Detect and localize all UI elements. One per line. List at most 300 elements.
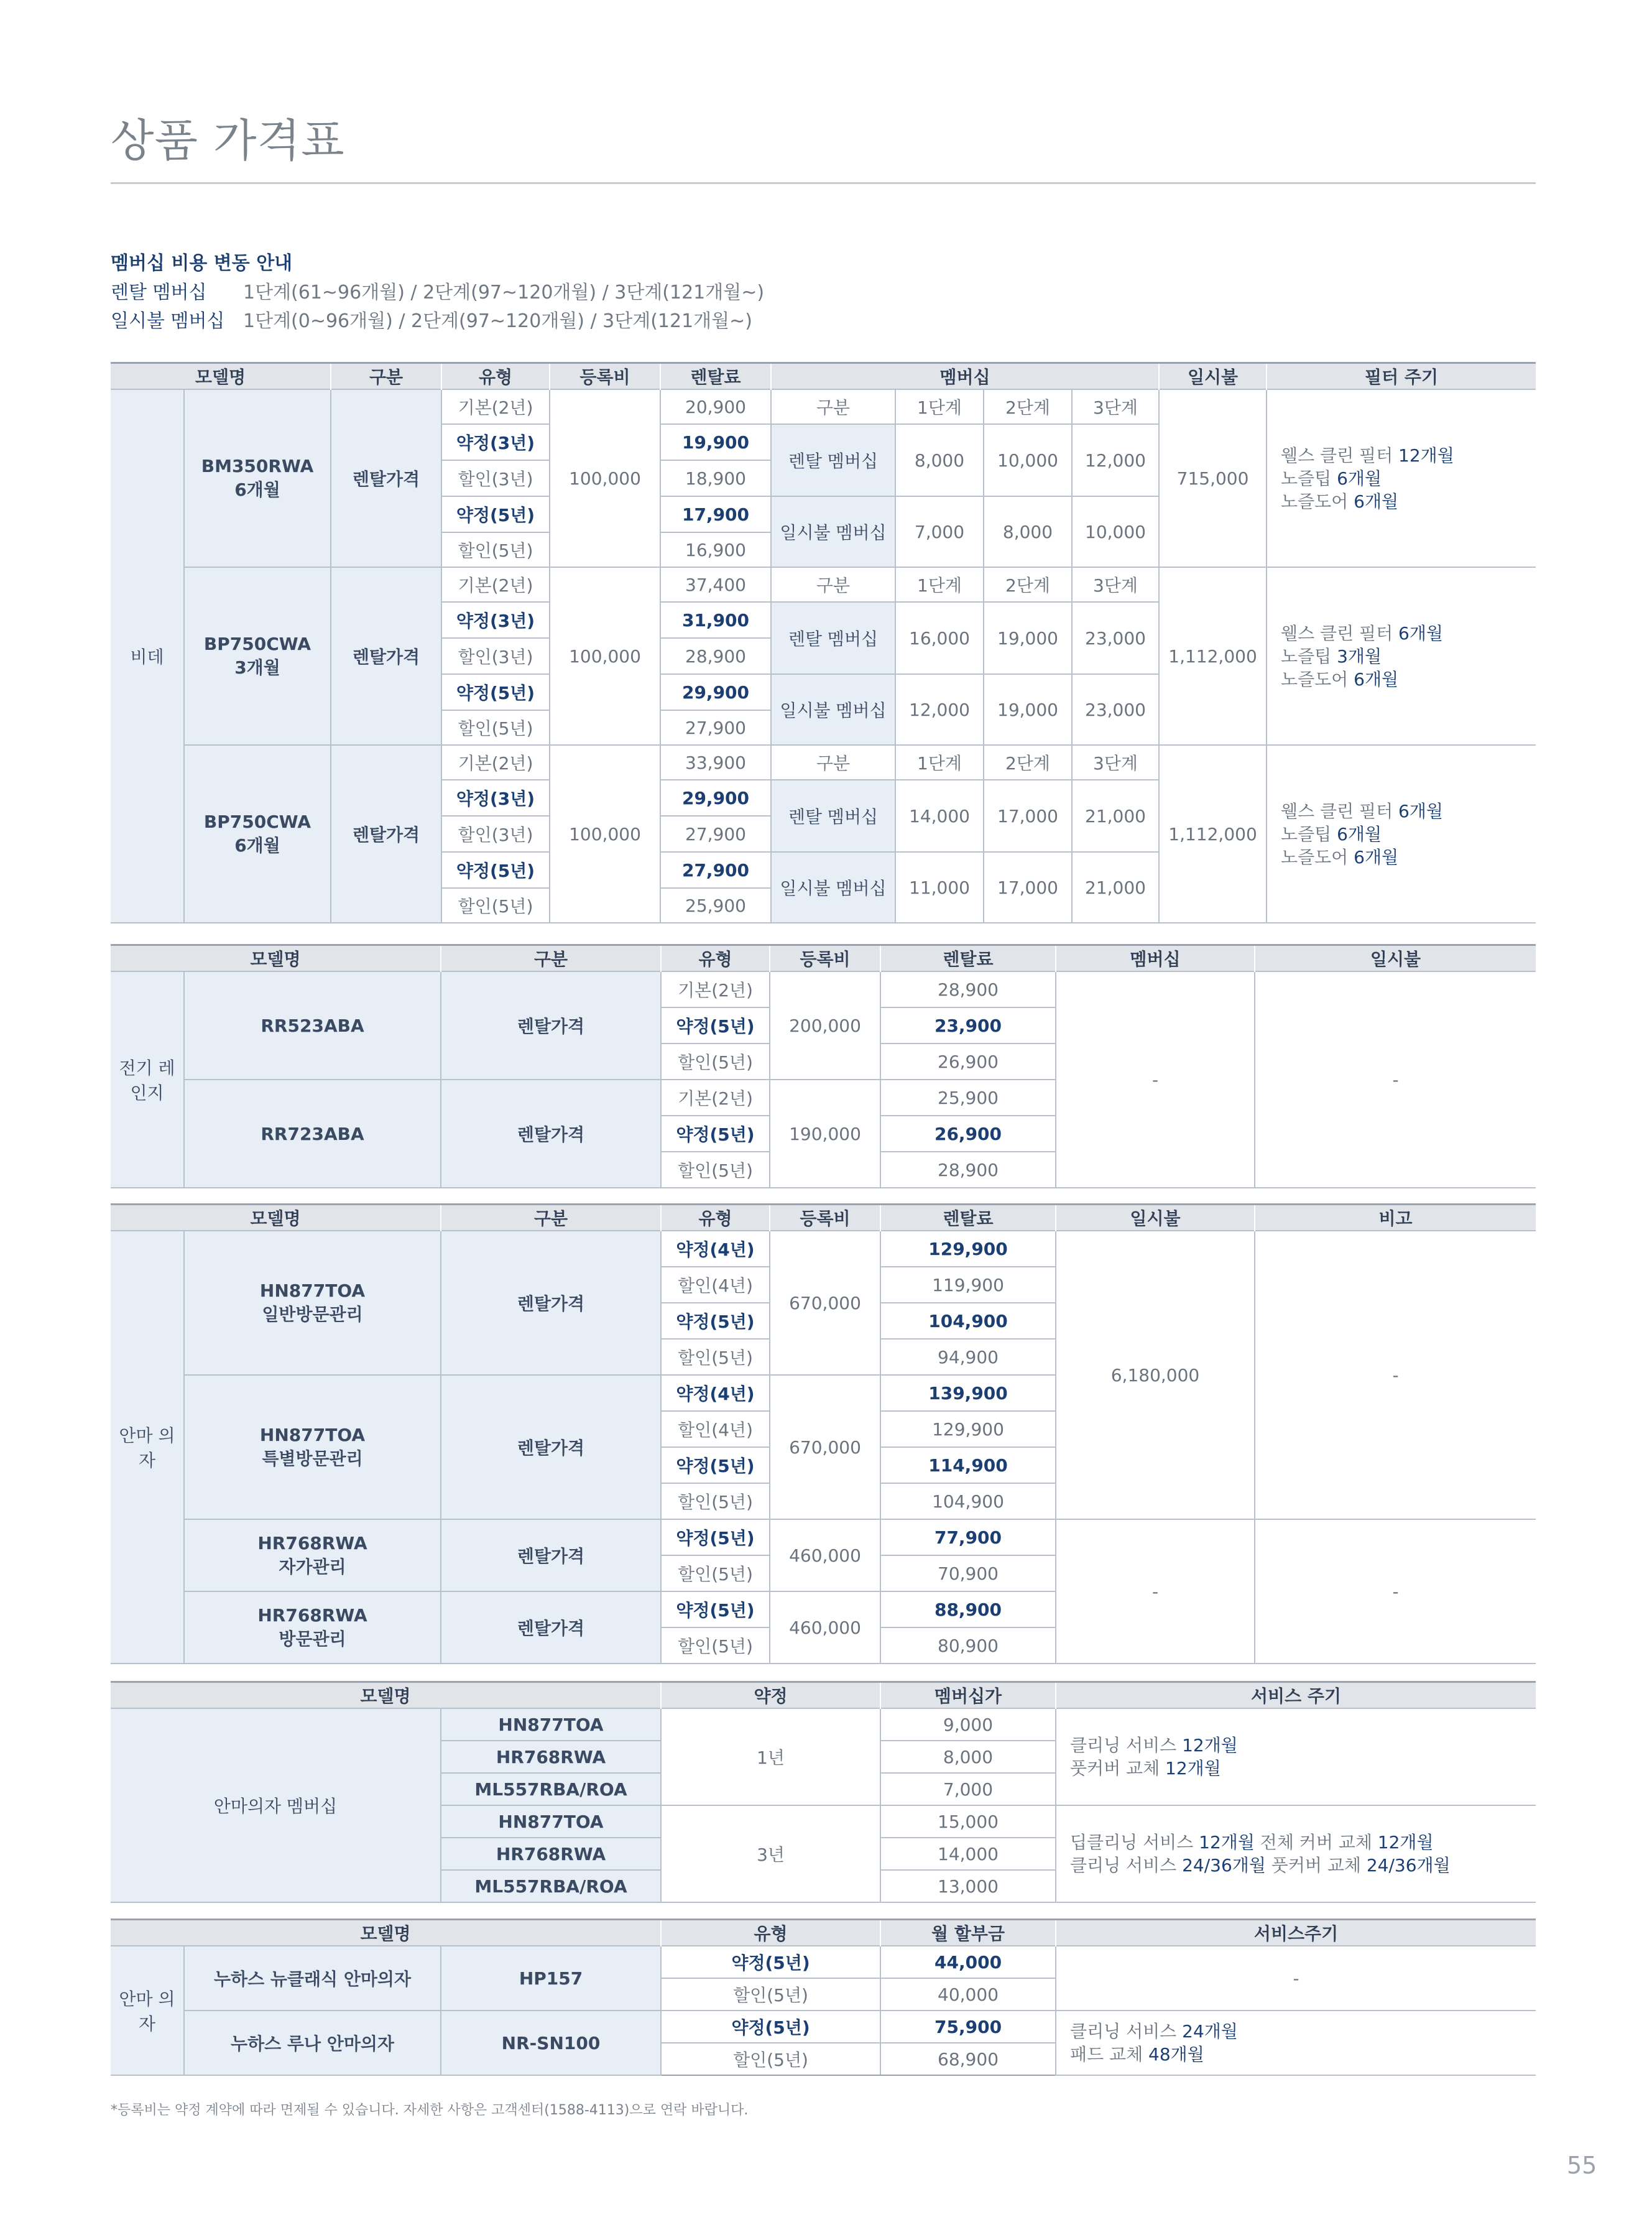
rental-membership-price — [1072, 780, 1159, 852]
installment-cell — [880, 1946, 1056, 1978]
kind-cell — [331, 745, 441, 923]
column-header: 모델명 — [111, 1920, 661, 1946]
massage-chair-price-table — [111, 1203, 1536, 1664]
price-cell — [660, 780, 771, 816]
rental-membership-price — [984, 424, 1072, 496]
onetime-membership-price — [895, 674, 984, 745]
onetime-membership-label-text: 일시불 멤버십 — [780, 700, 887, 721]
installment-cell — [880, 2043, 1056, 2075]
header-row — [111, 363, 1536, 390]
note-cell — [1255, 1519, 1536, 1664]
service-text: 풋커버 교체 — [1265, 1855, 1367, 1876]
service-period: 24개월 — [1182, 2021, 1238, 2042]
service-period: 24/36개월 — [1182, 1855, 1266, 1876]
type-cell — [441, 389, 550, 424]
price-cell-text: 25,900 — [685, 895, 746, 916]
rental-membership-price — [895, 780, 984, 852]
rental-membership-label — [771, 780, 895, 852]
filter-item-text: 노즐팁 — [1281, 646, 1337, 667]
type-cell-text: 약정(5년) — [676, 1312, 755, 1332]
onetime-membership-label — [771, 852, 895, 923]
type-cell-text: 약정(4년) — [676, 1239, 755, 1260]
type-cell — [661, 1375, 770, 1411]
category-cell-text: 비데 — [130, 647, 164, 667]
filter-item-period: 6개월 — [1398, 622, 1443, 644]
model-cell — [441, 2011, 661, 2075]
kind-cell-text: 렌탈가격 — [517, 1124, 585, 1145]
stage-label — [984, 389, 1072, 424]
service-text: 클리닝 서비스 — [1070, 1735, 1183, 1756]
column-header: 유형 — [661, 945, 770, 972]
kind-cell-text: 렌탈가격 — [517, 1294, 585, 1314]
note-cell-text: - — [1392, 1364, 1399, 1386]
price-cell — [660, 567, 771, 602]
product-name-cell — [184, 1946, 441, 2011]
column-header: 모델명 — [111, 1205, 441, 1231]
type-cell-text: 할인(3년) — [458, 825, 533, 845]
service-text: - — [1293, 1968, 1299, 1989]
onetime-membership-label-text: 일시불 멤버십 — [780, 522, 887, 543]
type-cell-text: 할인(3년) — [458, 469, 533, 489]
notice-heading: 멤버십 비용 변동 안내 — [111, 252, 293, 274]
stage-label — [1072, 745, 1159, 780]
stage-label — [1072, 389, 1159, 424]
header-row — [111, 945, 1536, 972]
type-cell — [661, 1411, 770, 1447]
type-cell-text: 약정(3년) — [456, 611, 535, 631]
column-header: 렌탈료 — [880, 945, 1056, 972]
rental-membership-price — [1072, 602, 1159, 674]
type-cell-text: 약정(5년) — [676, 1528, 755, 1548]
rental-membership-price — [984, 780, 1072, 852]
price-cell-text: 80,900 — [938, 1635, 999, 1656]
type-cell-text: 약정(5년) — [731, 2017, 810, 2038]
fee-cell — [770, 971, 880, 1080]
kind-cell-text: 렌탈가격 — [517, 1618, 585, 1639]
model-cell — [184, 1591, 441, 1664]
type-cell — [661, 1152, 770, 1188]
lump-sum-cell-text: - — [1392, 1069, 1399, 1090]
onetime-membership-price — [984, 496, 1072, 567]
table-row — [111, 567, 1536, 602]
category-cell — [111, 389, 184, 923]
category-cell — [111, 971, 184, 1188]
type-cell — [661, 2043, 880, 2075]
column-header: 약정 — [661, 1682, 880, 1709]
notice-onetime-line — [111, 307, 764, 336]
price-cell-text: 28,900 — [938, 1159, 999, 1180]
rental-membership-price-text: 19,000 — [997, 627, 1058, 649]
price-cell — [660, 602, 771, 638]
fee-cell-text: 200,000 — [789, 1015, 861, 1036]
rental-membership-price-text: 10,000 — [997, 450, 1058, 471]
type-cell — [441, 638, 550, 674]
price-cell-text: 27,900 — [685, 823, 746, 845]
membership-price-cell — [880, 1870, 1056, 1902]
type-cell — [441, 424, 550, 460]
filter-item-text: 웰스 클린 필터 — [1281, 622, 1399, 644]
model-cell-text: HN877TOA — [498, 1811, 604, 1832]
type-cell — [441, 816, 550, 852]
rental-membership-price-text: 14,000 — [909, 805, 970, 826]
price-cell-text: 29,900 — [681, 787, 750, 808]
price-cell — [660, 888, 771, 923]
column-header: 구분 — [331, 363, 441, 390]
fee-cell-text: 670,000 — [789, 1437, 861, 1458]
price-cell — [880, 1116, 1056, 1152]
rental-membership-label-text: 렌탈 멤버십 — [788, 451, 879, 471]
type-cell — [661, 2011, 880, 2043]
column-header: 모델명 — [111, 1682, 661, 1709]
type-cell — [661, 1231, 770, 1267]
model-cell-text: HP157 — [519, 1968, 583, 1989]
price-cell — [880, 1519, 1056, 1555]
type-cell-text: 약정(5년) — [731, 1953, 810, 1973]
price-cell — [880, 1044, 1056, 1080]
model-cell-line2: 6개월 — [234, 479, 280, 500]
rental-membership-price — [895, 602, 984, 674]
column-header: 구분 — [441, 945, 661, 972]
kind-cell-text: 렌탈가격 — [517, 1546, 585, 1567]
price-cell-text: 104,900 — [928, 1310, 1008, 1331]
rental-membership-price-text: 17,000 — [997, 805, 1058, 826]
price-cell — [880, 1267, 1056, 1303]
fee-cell-text: 460,000 — [789, 1545, 861, 1566]
model-cell — [184, 389, 331, 567]
onetime-membership-price-text: 12,000 — [909, 699, 970, 720]
header-row — [111, 1205, 1536, 1231]
kind-cell — [441, 971, 661, 1080]
price-cell-text: 94,900 — [938, 1346, 999, 1368]
onetime-membership-price-text: 11,000 — [909, 877, 970, 898]
stage-label-text: 2단계 — [1005, 753, 1050, 774]
notice-rental-label: 렌탈 멤버십 — [111, 282, 207, 303]
stage-label — [1072, 567, 1159, 602]
type-cell-text: 약정(4년) — [676, 1384, 755, 1404]
model-cell-line2: 6개월 — [234, 835, 280, 856]
service-cycle-cell — [1056, 1708, 1536, 1805]
table-row — [111, 1519, 1536, 1555]
price-cell — [660, 852, 771, 888]
stage-label — [895, 567, 984, 602]
model-cell-text: ML557RBA/ROA — [474, 1876, 627, 1897]
membership-price-cell — [880, 1838, 1056, 1870]
service-text: 클리닝 서비스 — [1070, 2021, 1183, 2042]
price-cell-text: 18,900 — [685, 468, 746, 489]
membership-price-cell-text: 14,000 — [938, 1843, 999, 1864]
kind-cell — [441, 1519, 661, 1591]
type-cell-text: 할인(5년) — [678, 1160, 753, 1181]
price-cell-text: 19,900 — [681, 432, 750, 453]
product-name-cell — [184, 2011, 441, 2075]
fee-cell — [550, 389, 660, 567]
onetime-membership-price — [984, 852, 1072, 923]
filter-item-text: 웰스 클린 필터 — [1281, 800, 1399, 821]
type-cell-text: 약정(5년) — [676, 1016, 755, 1037]
membership-sub-label — [771, 745, 895, 780]
model-cell-line1: HR768RWA — [257, 1604, 367, 1626]
onetime-membership-price — [895, 496, 984, 567]
price-cell-text: 16,900 — [685, 539, 746, 560]
type-cell-text: 할인(5년) — [678, 1492, 753, 1512]
title-divider — [111, 182, 1536, 184]
price-cell-text: 129,900 — [932, 1419, 1004, 1440]
model-cell — [441, 1773, 661, 1805]
term-cell — [661, 1805, 880, 1902]
note-cell — [1255, 1231, 1536, 1519]
service-text: 풋커버 교체 — [1070, 1758, 1166, 1779]
table-row — [111, 2011, 1536, 2043]
membership-price-cell-text: 9,000 — [943, 1714, 994, 1735]
table-row — [111, 389, 1536, 424]
stage-label — [895, 389, 984, 424]
table-row — [111, 971, 1536, 1007]
column-header: 멤버십 — [1056, 945, 1255, 972]
type-cell — [661, 1946, 880, 1978]
model-cell — [441, 1741, 661, 1773]
membership-name-cell-text: 안마의자 멤버십 — [213, 1796, 338, 1817]
model-cell-text: HR768RWA — [496, 1746, 606, 1767]
price-cell — [660, 745, 771, 780]
kind-cell — [441, 1231, 661, 1375]
fee-cell-text: 100,000 — [569, 823, 641, 845]
fee-cell — [770, 1231, 880, 1375]
type-cell-text: 약정(5년) — [676, 1124, 755, 1145]
type-cell-text: 할인(4년) — [678, 1420, 753, 1440]
price-cell-text: 77,900 — [934, 1527, 1002, 1548]
onetime-membership-price-text: 19,000 — [997, 699, 1058, 720]
onetime-membership-price — [1072, 496, 1159, 567]
column-header: 멤버십 — [771, 363, 1159, 390]
stage-label-text: 2단계 — [1005, 575, 1050, 596]
column-header: 일시불 — [1056, 1205, 1255, 1231]
price-cell — [880, 1007, 1056, 1044]
kind-cell — [441, 1591, 661, 1664]
onetime-membership-price — [1072, 852, 1159, 923]
fee-cell — [770, 1519, 880, 1591]
kind-cell — [441, 1080, 661, 1188]
type-cell-text: 약정(3년) — [456, 789, 535, 809]
onetime-membership-price — [984, 674, 1072, 745]
onetime-membership-label — [771, 674, 895, 745]
type-cell-text: 할인(5년) — [733, 2050, 808, 2070]
kind-cell-text: 렌탈가격 — [352, 469, 420, 489]
membership-sub-label — [771, 567, 895, 602]
membership-price-cell-text: 7,000 — [943, 1779, 994, 1800]
massage-chair-membership-table — [111, 1681, 1536, 1903]
model-cell-line2: 자가관리 — [279, 1556, 346, 1577]
filter-item-text: 노즐팁 — [1281, 823, 1337, 845]
nuhas-chair-table — [111, 1918, 1536, 2076]
type-cell-text: 할인(3년) — [458, 647, 533, 667]
model-cell — [184, 1231, 441, 1375]
installment-cell — [880, 1978, 1056, 2011]
membership-sub-label-text: 구분 — [816, 753, 851, 774]
type-cell-text: 약정(5년) — [456, 861, 535, 881]
table-row — [111, 1708, 1536, 1741]
model-cell-text: RR523ABA — [261, 1015, 364, 1036]
lump-sum-cell-text: 1,112,000 — [1168, 823, 1257, 845]
filter-cycle-cell — [1267, 567, 1536, 745]
membership-price-cell-text: 13,000 — [938, 1876, 999, 1897]
model-cell — [441, 1838, 661, 1870]
filter-item-period: 3개월 — [1337, 646, 1382, 667]
type-cell-text: 기본(2년) — [458, 575, 533, 596]
type-cell — [661, 1116, 770, 1152]
model-cell — [184, 1375, 441, 1519]
column-header: 비고 — [1255, 1205, 1536, 1231]
stage-label-text: 2단계 — [1005, 397, 1050, 418]
price-cell — [880, 1483, 1056, 1519]
kind-cell-text: 렌탈가격 — [517, 1438, 585, 1458]
rental-membership-label — [771, 424, 895, 496]
type-cell-text: 기본(2년) — [458, 753, 533, 774]
type-cell-text: 할인(5년) — [458, 718, 533, 739]
installment-cell — [880, 2011, 1056, 2043]
type-cell-text: 약정(5년) — [456, 505, 535, 525]
fee-cell — [550, 745, 660, 923]
service-period: 12개월 — [1182, 1735, 1238, 1756]
type-cell-text: 할인(5년) — [733, 1985, 808, 2006]
type-cell-text: 할인(4년) — [678, 1275, 753, 1296]
filter-item-period: 12개월 — [1398, 445, 1454, 466]
price-cell-text: 31,900 — [681, 609, 750, 631]
term-cell — [661, 1708, 880, 1805]
fee-cell — [550, 567, 660, 745]
price-cell-text: 129,900 — [928, 1238, 1008, 1259]
membership-price-cell — [880, 1805, 1056, 1838]
lump-sum-cell — [1056, 1519, 1255, 1664]
price-cell-text: 29,900 — [681, 682, 750, 703]
membership-price-cell — [880, 1773, 1056, 1805]
service-text: 패드 교체 — [1070, 2044, 1149, 2065]
category-cell-text: 안마 의자 — [119, 1425, 175, 1471]
type-cell — [441, 888, 550, 923]
column-header: 유형 — [441, 363, 550, 390]
type-cell — [661, 1591, 770, 1627]
price-cell — [660, 389, 771, 424]
type-cell-text: 할인(5년) — [678, 1636, 753, 1657]
onetime-membership-price-text: 17,000 — [997, 877, 1058, 898]
fee-cell-text: 670,000 — [789, 1292, 861, 1313]
filter-item-period: 6개월 — [1354, 491, 1399, 512]
type-cell — [441, 602, 550, 638]
lump-sum-cell-text: 715,000 — [1176, 468, 1249, 489]
price-cell — [660, 460, 771, 496]
onetime-membership-price-text: 10,000 — [1085, 521, 1146, 542]
price-cell-text: 26,900 — [934, 1123, 1002, 1144]
service-cycle-cell — [1056, 2011, 1536, 2075]
price-cell-text: 27,900 — [685, 717, 746, 738]
price-cell — [880, 1627, 1056, 1664]
type-cell — [661, 1080, 770, 1116]
kind-cell-text: 렌탈가격 — [352, 825, 420, 845]
stage-label — [984, 567, 1072, 602]
lump-sum-cell — [1159, 567, 1267, 745]
price-cell — [880, 1080, 1056, 1116]
fee-cell — [770, 1080, 880, 1188]
rental-membership-price — [984, 602, 1072, 674]
model-cell-line2: 일반방문관리 — [262, 1303, 363, 1325]
model-cell-line1: BP750CWA — [203, 633, 311, 654]
type-cell — [661, 1007, 770, 1044]
column-header: 일시불 — [1255, 945, 1536, 972]
product-name-cell-text: 누하스 루나 안마의자 — [231, 2034, 394, 2054]
column-header: 렌탈료 — [660, 363, 771, 390]
price-cell-text: 88,900 — [934, 1599, 1002, 1620]
model-cell — [184, 1519, 441, 1591]
type-cell — [441, 532, 550, 567]
filter-item-text: 노즐도어 — [1281, 669, 1354, 690]
service-period: 12개월 — [1377, 1832, 1434, 1853]
type-cell — [661, 1044, 770, 1080]
notice-rental-value: 1단계(61~96개월) / 2단계(97~120개월) / 3단계(121개월~) — [243, 282, 765, 303]
type-cell-text: 기본(2년) — [678, 980, 753, 1001]
notice-onetime-label: 일시불 멤버십 — [111, 310, 225, 332]
lump-sum-cell-text: - — [1151, 1581, 1159, 1602]
fee-cell — [770, 1375, 880, 1519]
kind-cell — [441, 1375, 661, 1519]
membership-price-cell-text: 8,000 — [943, 1746, 994, 1767]
term-cell-text: 3년 — [757, 1844, 785, 1865]
model-cell — [184, 1080, 441, 1188]
installment-cell-text: 68,900 — [938, 2048, 999, 2070]
type-cell-text: 할인(5년) — [678, 1052, 753, 1073]
column-header: 유형 — [661, 1205, 770, 1231]
type-cell — [661, 1447, 770, 1483]
page-number: 55 — [1567, 2152, 1597, 2179]
service-text: 클리닝 서비스 — [1070, 1855, 1183, 1876]
rental-membership-price-text: 21,000 — [1085, 805, 1146, 826]
model-cell-line1: BP750CWA — [203, 811, 311, 832]
rental-membership-label-text: 렌탈 멤버십 — [788, 629, 879, 649]
membership-price-cell — [880, 1708, 1056, 1741]
fee-cell-text: 190,000 — [789, 1123, 861, 1144]
model-cell — [441, 1805, 661, 1838]
price-cell-text: 139,900 — [928, 1382, 1008, 1404]
column-header: 모델명 — [111, 945, 441, 972]
rental-membership-price — [895, 424, 984, 496]
price-cell — [880, 1447, 1056, 1483]
price-cell — [880, 1152, 1056, 1188]
price-cell — [660, 816, 771, 852]
column-header: 등록비 — [770, 945, 880, 972]
stage-label-text: 3단계 — [1093, 397, 1138, 418]
kind-cell — [331, 389, 441, 567]
model-cell-text: NR-SN100 — [501, 2032, 601, 2053]
type-cell — [661, 1627, 770, 1664]
model-cell-line1: HN877TOA — [259, 1280, 366, 1301]
category-cell — [111, 1946, 184, 2075]
lump-sum-cell — [1056, 1231, 1255, 1519]
model-cell — [184, 971, 441, 1080]
filter-item-period: 6개월 — [1337, 468, 1382, 489]
type-cell — [661, 1978, 880, 2011]
type-cell — [441, 780, 550, 816]
type-cell-text: 약정(5년) — [456, 683, 535, 703]
price-cell — [660, 496, 771, 532]
type-cell — [441, 710, 550, 745]
model-cell — [441, 1946, 661, 2011]
price-cell-text: 70,900 — [938, 1563, 999, 1584]
type-cell-text: 할인(5년) — [458, 540, 533, 561]
range-price-table — [111, 944, 1536, 1188]
price-cell — [660, 532, 771, 567]
onetime-membership-price-text: 8,000 — [1002, 521, 1053, 542]
stage-label-text: 1단계 — [917, 575, 962, 596]
column-header: 유형 — [661, 1920, 880, 1946]
model-cell — [441, 1870, 661, 1902]
